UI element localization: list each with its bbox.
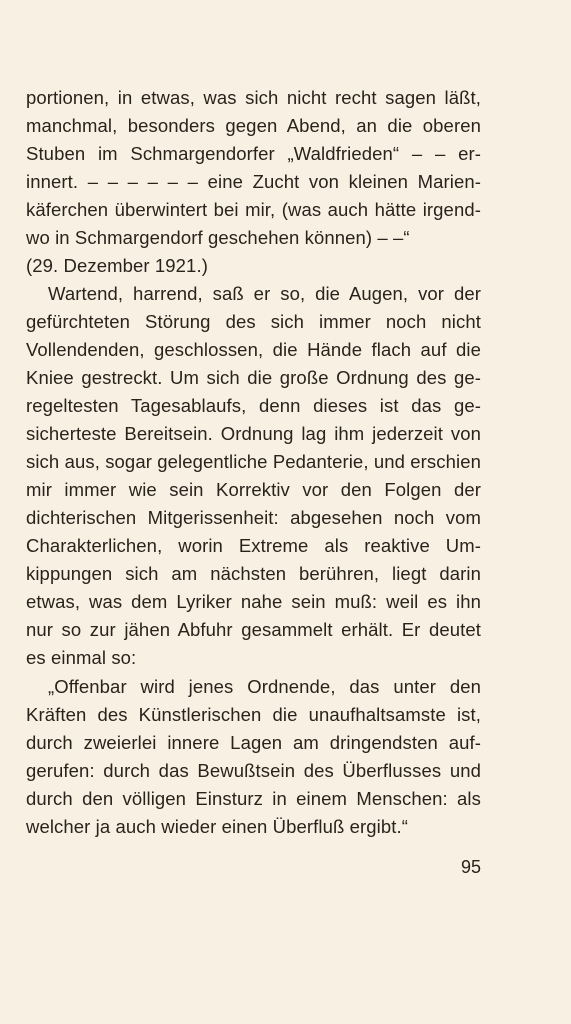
text-line: dichterischen Mitgerissenheit: abgesehen noch vom xyxy=(26,507,481,528)
text-line: Vollendenden, geschlossen, die Hände flach auf die xyxy=(26,339,481,360)
text-line: käferchen überwintert bei mir, (was auch hätte irgend- xyxy=(26,199,481,220)
text-line: Stuben im Schmargendorfer „Waldfrieden“ – – er- xyxy=(26,143,481,164)
text-line: welcher ja auch wieder einen Überfluß ergibt.“ xyxy=(26,816,408,837)
text-line: innert. – – – – – – eine Zucht von kleinen Marien- xyxy=(26,171,481,192)
text-line: manchmal, besonders gegen Abend, an die oberen xyxy=(26,115,481,136)
text-line: portionen, in etwas, was sich nicht recht sagen läßt, xyxy=(26,87,481,108)
page-number: 95 xyxy=(460,857,481,877)
text-line: sicherteste Bereitsein. Ordnung lag ihm jederzeit von xyxy=(26,423,481,444)
text-line: es einmal so: xyxy=(26,647,137,668)
text-line: mir immer wie sein Korrektiv vor den Folgen der xyxy=(26,479,481,500)
date-line: (29. Dezember 1921.) xyxy=(26,255,208,276)
text-line: durch zweierlei innere Lagen am dringendsten auf- xyxy=(26,732,481,753)
text-line: Charakterlichen, worin Extreme als reaktive Um- xyxy=(26,535,481,556)
text-line: kippungen sich am nächsten berühren, liegt darin xyxy=(26,563,481,584)
text-line: etwas, was dem Lyriker nahe sein muß: weil es ihn xyxy=(26,591,481,612)
paragraph-first-line: Wartend, harrend, saß er so, die Augen, vor der xyxy=(48,283,481,304)
text-line: durch den völligen Einsturz in einem Menschen: als xyxy=(26,788,481,809)
text-line: nur so zur jähen Abfuhr gesammelt erhält. Er deutet xyxy=(26,619,481,640)
text-line: gefürchteten Störung des sich immer noch nicht xyxy=(26,311,481,332)
text-line: sich aus, sogar gelegentliche Pedanterie, und erschien xyxy=(26,451,481,472)
text-line: Kräften des Künstlerischen die unaufhaltsamste ist, xyxy=(26,704,481,725)
text-line: wo in Schmargendorf geschehen können) – –“ xyxy=(26,227,410,248)
text-line: gerufen: durch das Bewußtsein des Überflusses und xyxy=(26,760,481,781)
text-line: regeltesten Tagesablaufs, denn dieses ist das ge- xyxy=(26,395,481,416)
paragraph-first-line: „Offenbar wird jenes Ordnende, das unter den xyxy=(48,676,481,697)
text-line: Kniee gestreckt. Um sich die große Ordnung des ge- xyxy=(26,367,481,388)
